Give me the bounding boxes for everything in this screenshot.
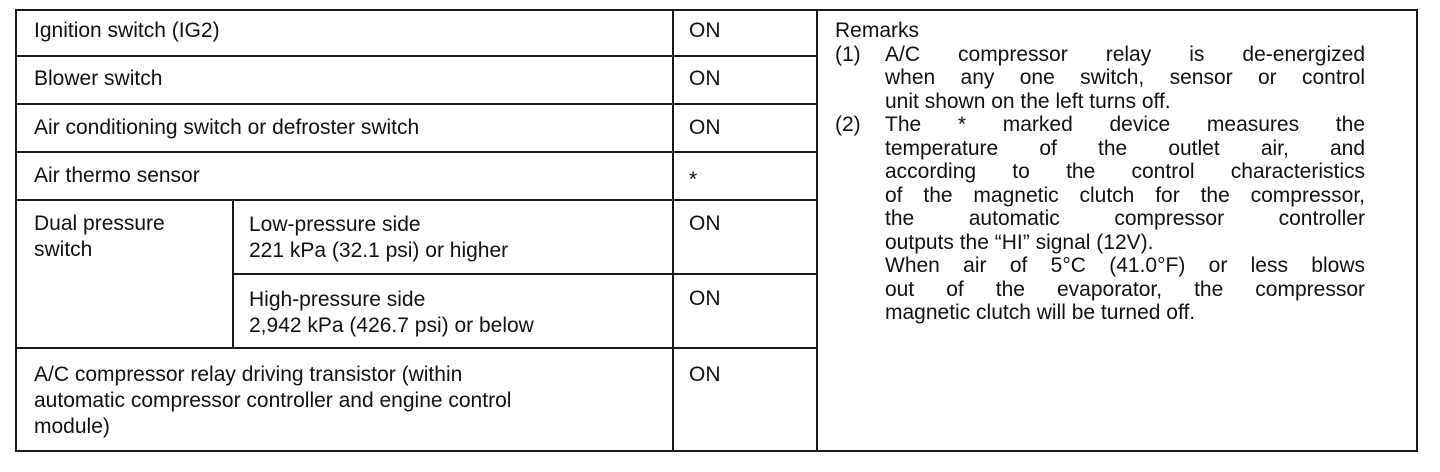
remark-line: out of the evaporator, the compressor xyxy=(885,277,1365,301)
remark-line: magnetic clutch will be turned off. xyxy=(885,301,1196,324)
remark-line: according to the control characteristics xyxy=(885,160,1365,183)
low-pressure-line1: Low-pressure side xyxy=(249,213,421,236)
remark-item-1 xyxy=(835,43,1365,114)
row-divider xyxy=(17,347,818,349)
row-divider xyxy=(17,199,818,201)
remark-line: A/C compressor relay is de-energized xyxy=(885,42,1365,66)
row-label-thermo: Air thermo sensor xyxy=(34,164,200,187)
remark-line: temperature of the outlet air, and xyxy=(885,136,1365,160)
dual-label-line1: Dual pressure xyxy=(34,212,165,235)
row-label-ac-switch: Air conditioning switch or defroster switch xyxy=(34,116,420,139)
high-pressure-value: ON xyxy=(689,287,721,310)
row-value-ignition: ON xyxy=(689,19,721,42)
row-divider xyxy=(232,273,818,275)
remark-line: The * marked device measures the xyxy=(885,113,1365,136)
transistor-line2: automatic compressor controller and engine control xyxy=(34,389,512,412)
spec-table xyxy=(15,9,1418,452)
transistor-value: ON xyxy=(689,363,721,386)
row-label-blower: Blower switch xyxy=(34,67,163,90)
remark-line: When air of 5°C (41.0°F) or less blows xyxy=(885,254,1365,277)
remark-line: the automatic compressor controller xyxy=(885,207,1365,230)
remark-line: outputs the “HI” signal (12V). xyxy=(885,230,1154,254)
remark-item-2 xyxy=(835,113,1365,325)
row-label-ignition: Ignition switch (IG2) xyxy=(34,19,220,42)
row-value-blower: ON xyxy=(689,67,721,90)
high-pressure-line2: 2,942 kPa (426.7 psi) or below xyxy=(249,314,534,337)
row-divider xyxy=(17,151,818,153)
remark-number: (1) xyxy=(835,42,861,66)
remarks-divider xyxy=(816,11,818,450)
row-divider xyxy=(17,55,818,57)
column-divider xyxy=(672,11,674,450)
row-divider xyxy=(17,103,818,105)
remarks-panel xyxy=(835,19,1365,325)
high-pressure-line1: High-pressure side xyxy=(249,288,426,311)
transistor-line1: A/C compressor relay driving transistor (within xyxy=(34,363,463,386)
dual-label-line2: switch xyxy=(34,238,93,261)
transistor-line3: module) xyxy=(34,415,110,438)
remarks-title: Remarks xyxy=(835,19,920,42)
low-pressure-value: ON xyxy=(689,212,721,235)
row-value-thermo: * xyxy=(689,168,698,191)
row-value-ac-switch: ON xyxy=(689,116,721,139)
remark-line: when any one switch, sensor or control xyxy=(885,66,1365,89)
low-pressure-line2: 221 kPa (32.1 psi) or higher xyxy=(249,239,509,262)
remark-line: of the magnetic clutch for the compressor, xyxy=(885,183,1365,207)
remark-number: (2) xyxy=(835,113,861,136)
remark-line: unit shown on the left turns off. xyxy=(885,89,1171,113)
